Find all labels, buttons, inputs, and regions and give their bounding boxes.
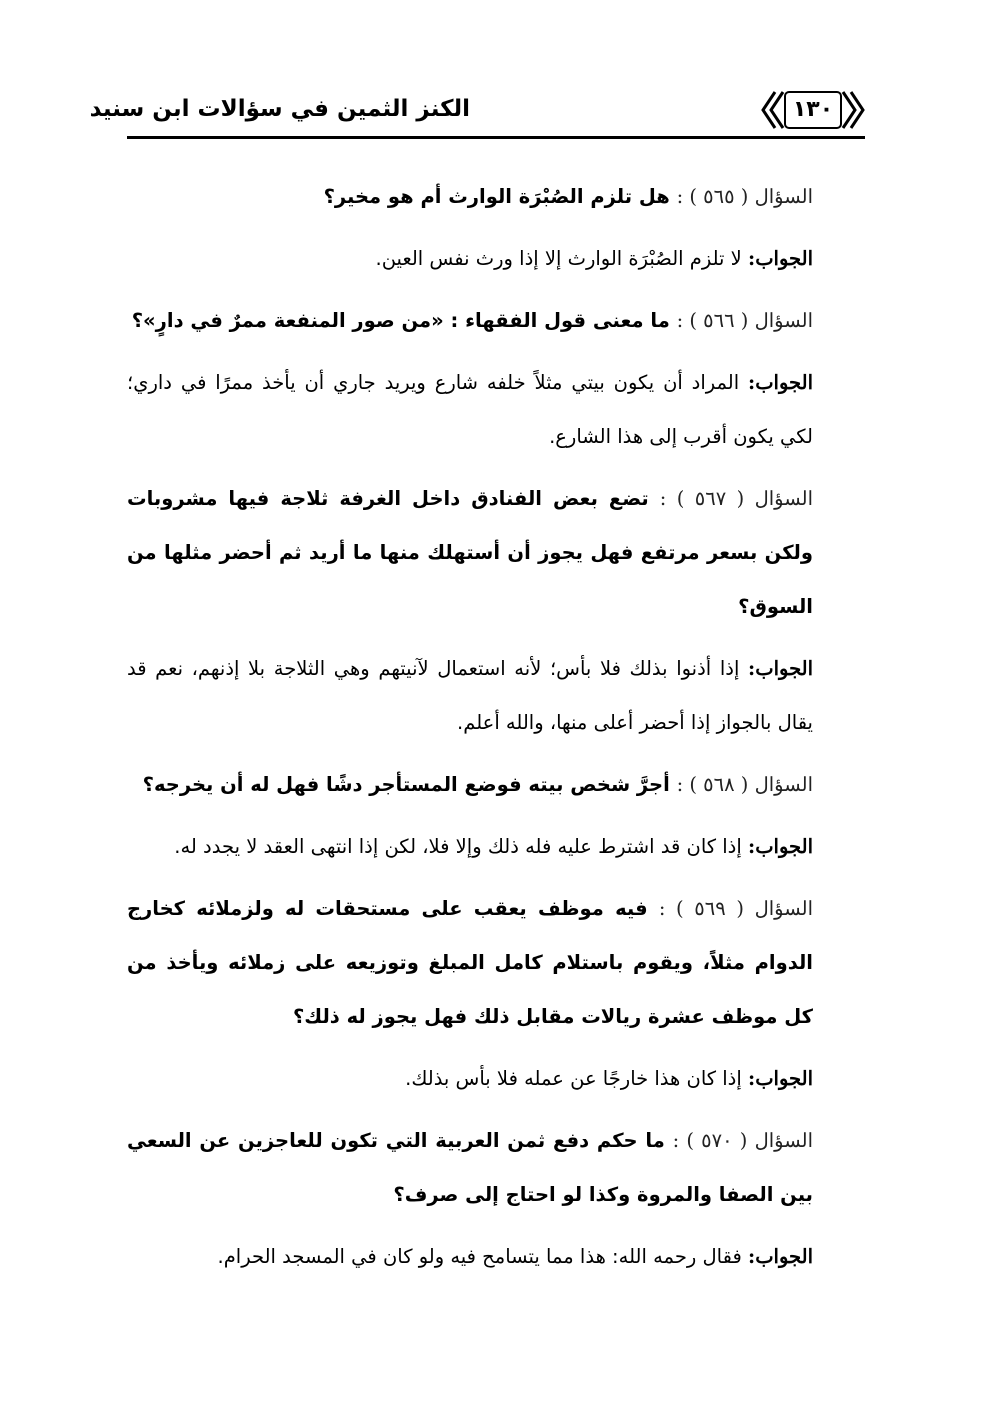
qa-entry-answer bbox=[127, 356, 865, 464]
qa-entry-answer bbox=[127, 642, 865, 750]
question-text: فيه موظف يعقب على مستحقات له ولزملائه كخارج الدوام مثلاً، ويقوم باستلام كامل المبلغ وتوزيعه على زملائه ويأخذ من كل موظف عشرة ريالات مقابل ذلك فهل يجوز له ذلك؟ bbox=[127, 897, 813, 1028]
question-text: ما معنى قول الفقهاء : «من صور المنفعة ممرٌ في دارٍ»؟ bbox=[131, 309, 670, 332]
question-label: السؤال ( ٥٦٩ ) : bbox=[658, 897, 813, 920]
question-label: السؤال ( ٥٦٥ ) : bbox=[676, 185, 813, 208]
answer-text: إذا أذنوا بذلك فلا بأس؛ لأنه استعمال لآنيتهم وهي الثلاجة بلا إذنهم، نعم قد يقال بالجواز إذا أحضر أعلى منها، والله أعلم. bbox=[127, 657, 813, 734]
qa-entry-answer bbox=[127, 820, 865, 874]
answer-label: الجواب: bbox=[748, 1067, 813, 1090]
question-text: تضع بعض الفنادق داخل الغرفة ثلاجة فيها مشروبات ولكن بسعر مرتفع فهل يجوز أن أستهلك منها ما أريد ثم أحضر مثلها من السوق؟ bbox=[127, 487, 813, 618]
question-text: هل تلزم الصُبْرَة الوارث أم هو مخير؟ bbox=[323, 185, 670, 208]
qa-entry-question bbox=[127, 472, 865, 634]
answer-text: لا تلزم الصُبْرَة الوارث إلا إذا ورث نفس العين. bbox=[375, 247, 742, 270]
qa-entry-question bbox=[127, 758, 865, 812]
page-number: ١٣٠ bbox=[792, 97, 834, 122]
qa-list bbox=[127, 170, 865, 1292]
answer-text: فقال رحمه الله: هذا مما يتسامح فيه ولو كان في المسجد الحرام. bbox=[217, 1245, 742, 1268]
book-title: الكنز الثمين في سؤالات ابن سنيد bbox=[89, 96, 470, 122]
qa-entry-answer bbox=[127, 232, 865, 286]
answer-text: المراد أن يكون بيتي مثلاً خلفه شارع ويريد جاري أن يأخذ ممرًا في داري؛ لكي يكون أقرب إلى هذا الشارع. bbox=[127, 371, 813, 448]
page-header bbox=[89, 88, 865, 140]
question-text: ما حكم دفع ثمن العربية التي تكون للعاجزين عن السعي بين الصفا والمروة وكذا لو احتاج إلى صرف؟ bbox=[127, 1129, 813, 1206]
qa-entry-answer bbox=[127, 1052, 865, 1106]
answer-label: الجواب: bbox=[748, 247, 813, 270]
question-text: أجرَّ شخص بيته فوضع المستأجر دشًا فهل له أن يخرجه؟ bbox=[142, 773, 670, 796]
page-number-badge bbox=[761, 88, 865, 132]
header-divider bbox=[127, 136, 865, 139]
question-label: السؤال ( ٥٧٠ ) : bbox=[672, 1129, 814, 1152]
answer-label: الجواب: bbox=[748, 657, 814, 680]
answer-text: إذا كان هذا خارجًا عن عمله فلا بأس بذلك. bbox=[405, 1067, 742, 1090]
qa-entry-question bbox=[127, 294, 865, 348]
qa-entry-answer bbox=[127, 1230, 865, 1284]
answer-label: الجواب: bbox=[748, 835, 813, 858]
answer-text: إذا كان قد اشترط عليه فله ذلك وإلا فلا، لكن إذا انتهى العقد لا يجدد له. bbox=[174, 835, 742, 858]
question-label: السؤال ( ٥٦٨ ) : bbox=[676, 773, 813, 796]
answer-label: الجواب: bbox=[748, 1245, 813, 1268]
qa-entry-question bbox=[127, 882, 865, 1044]
qa-entry-question bbox=[127, 170, 865, 224]
question-label: السؤال ( ٥٦٦ ) : bbox=[676, 309, 813, 332]
qa-entry-question bbox=[127, 1114, 865, 1222]
answer-label: الجواب: bbox=[748, 371, 813, 394]
question-label: السؤال ( ٥٦٧ ) : bbox=[659, 487, 814, 510]
